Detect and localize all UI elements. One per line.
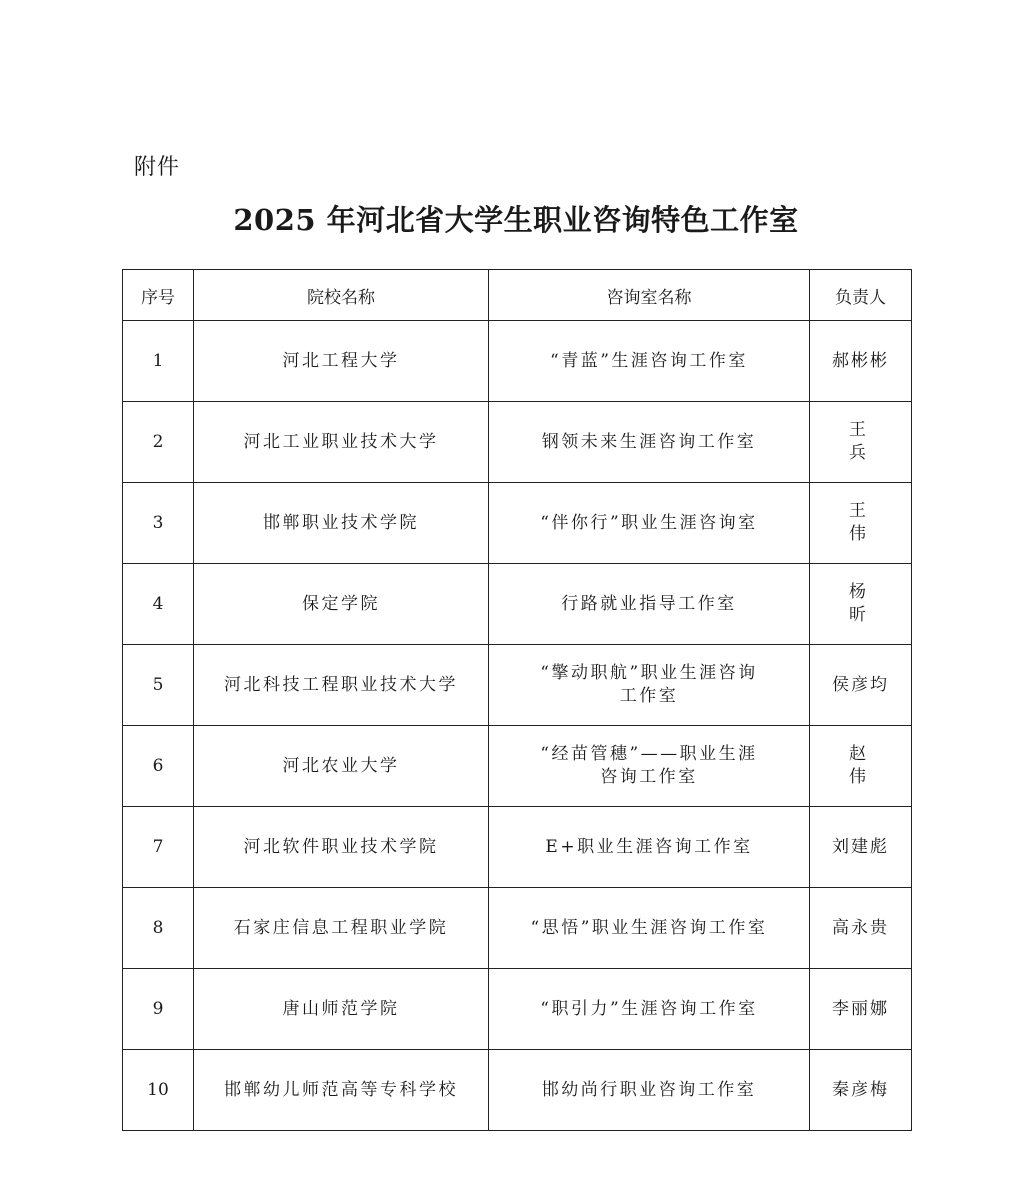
header-leader: 负责人 [810,270,912,321]
row-number: 7 [123,807,194,888]
row-number: 10 [123,1050,194,1131]
table-row [123,1050,912,1131]
table-row [123,402,912,483]
leader-name: 侯彦均 [810,645,912,726]
studio-name: “伴你行”职业生涯咨询室 [489,483,810,564]
row-number: 9 [123,969,194,1050]
studio-name: “思悟”职业生涯咨询工作室 [489,888,810,969]
studio-name: 邯幼尚行职业咨询工作室 [489,1050,810,1131]
table-row [123,969,912,1050]
row-number: 3 [123,483,194,564]
school-name: 邯郸幼儿师范高等专科学校 [194,1050,489,1131]
row-number: 5 [123,645,194,726]
row-number: 2 [123,402,194,483]
row-number: 6 [123,726,194,807]
studio-name: 钢领未来生涯咨询工作室 [489,402,810,483]
table-row [123,807,912,888]
school-name: 河北工业职业技术大学 [194,402,489,483]
header-school: 院校名称 [194,270,489,321]
studio-name: E+职业生涯咨询工作室 [489,807,810,888]
studio-name: 行路就业指导工作室 [489,564,810,645]
school-name: 河北科技工程职业技术大学 [194,645,489,726]
document-title: 2025 年河北省大学生职业咨询特色工作室 [233,203,799,237]
leader-name: 秦彦梅 [810,1050,912,1131]
leader-name: 王伟 [810,483,912,564]
school-name: 河北软件职业技术学院 [194,807,489,888]
table-row [123,645,912,726]
studio-table [122,269,912,1131]
header-number: 序号 [123,270,194,321]
table-row [123,321,912,402]
leader-name: 王兵 [810,402,912,483]
table-row [123,888,912,969]
leader-name: 李丽娜 [810,969,912,1050]
table-header-row [123,270,912,321]
studio-name: “经苗管穗”——职业生涯咨询工作室 [489,726,810,807]
studio-name: “职引力”生涯咨询工作室 [489,969,810,1050]
school-name: 河北农业大学 [194,726,489,807]
leader-name: 高永贵 [810,888,912,969]
row-number: 4 [123,564,194,645]
table-row [123,726,912,807]
school-name: 唐山师范学院 [194,969,489,1050]
school-name: 保定学院 [194,564,489,645]
leader-name: 赵伟 [810,726,912,807]
school-name: 河北工程大学 [194,321,489,402]
school-name: 邯郸职业技术学院 [194,483,489,564]
header-studio: 咨询室名称 [489,270,810,321]
studio-name: “擎动职航”职业生涯咨询工作室 [489,645,810,726]
leader-name: 郝彬彬 [810,321,912,402]
row-number: 8 [123,888,194,969]
table-row [123,483,912,564]
school-name: 石家庄信息工程职业学院 [194,888,489,969]
attachment-label: 附件 [134,155,181,180]
leader-name: 杨昕 [810,564,912,645]
studio-name: “青蓝”生涯咨询工作室 [489,321,810,402]
row-number: 1 [123,321,194,402]
table-row [123,564,912,645]
leader-name: 刘建彪 [810,807,912,888]
